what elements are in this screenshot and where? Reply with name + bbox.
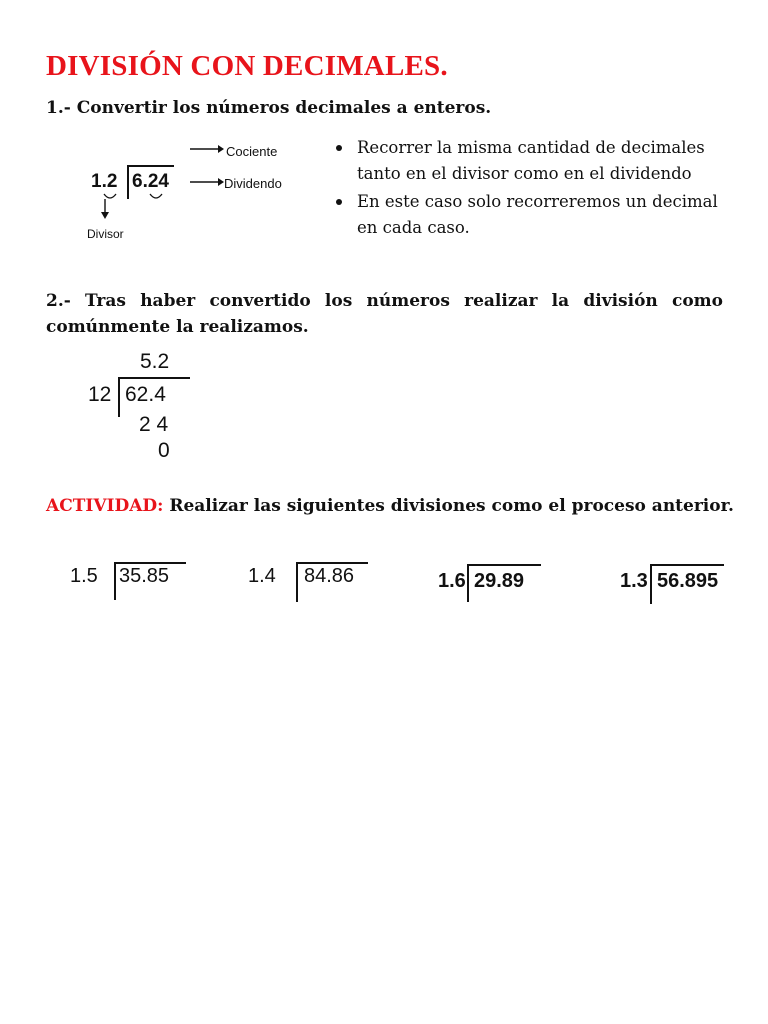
problem-dividend: 35.85 [119,565,170,587]
conversion-diagram [80,135,320,245]
arrow-right-icon [190,178,224,186]
step1-heading: 1.- Convertir los números decimales a enteros. [46,98,492,118]
step1-bullets [333,135,733,243]
shift-arrow-icon [148,193,164,201]
step2-heading: 2.- Tras haber convertido los números realizar la división como comúnmente la realizamos. [46,291,723,337]
bullet-item: En este caso solo recorreremos un decimal en cada caso. [333,189,733,241]
dividend: 62.4 [125,383,166,406]
activity-text: Realizar las siguientes divisiones como el proceso anterior. [163,496,734,516]
arrow-right-icon [190,145,224,153]
problem-2 [248,560,378,605]
remainder-first: 2 4 [139,413,169,436]
quotient: 5.2 [140,350,170,373]
problem-divisor: 1.3 [620,570,648,592]
divisor: 12 [88,383,112,406]
label-divisor: Divisor [87,227,124,241]
problem-divisor: 1.5 [70,565,98,587]
label-cociente: Cociente [226,144,278,159]
activity-label: ACTIVIDAD: [46,496,164,516]
activity-instruction [46,496,734,516]
diagram-dividend: 6.24 [132,171,169,192]
arrow-down-icon [100,199,110,219]
problem-divisor: 1.4 [248,565,276,587]
problem-1 [70,560,200,605]
problem-4 [620,562,750,607]
remainder-final: 0 [158,439,170,462]
problem-3 [438,562,568,607]
worked-division [85,350,205,465]
diagram-divisor: 1.2 [91,171,118,192]
label-dividendo: Dividendo [224,176,282,191]
problem-dividend: 56.895 [657,570,719,592]
bullet-item: Recorrer la misma cantidad de decimales tanto en el divisor como en el dividendo [333,135,733,187]
page-title: DIVISIÓN CON DECIMALES. [46,50,448,82]
problem-dividend: 84.86 [304,565,355,587]
problem-divisor: 1.6 [438,570,466,592]
problem-dividend: 29.89 [474,570,525,592]
